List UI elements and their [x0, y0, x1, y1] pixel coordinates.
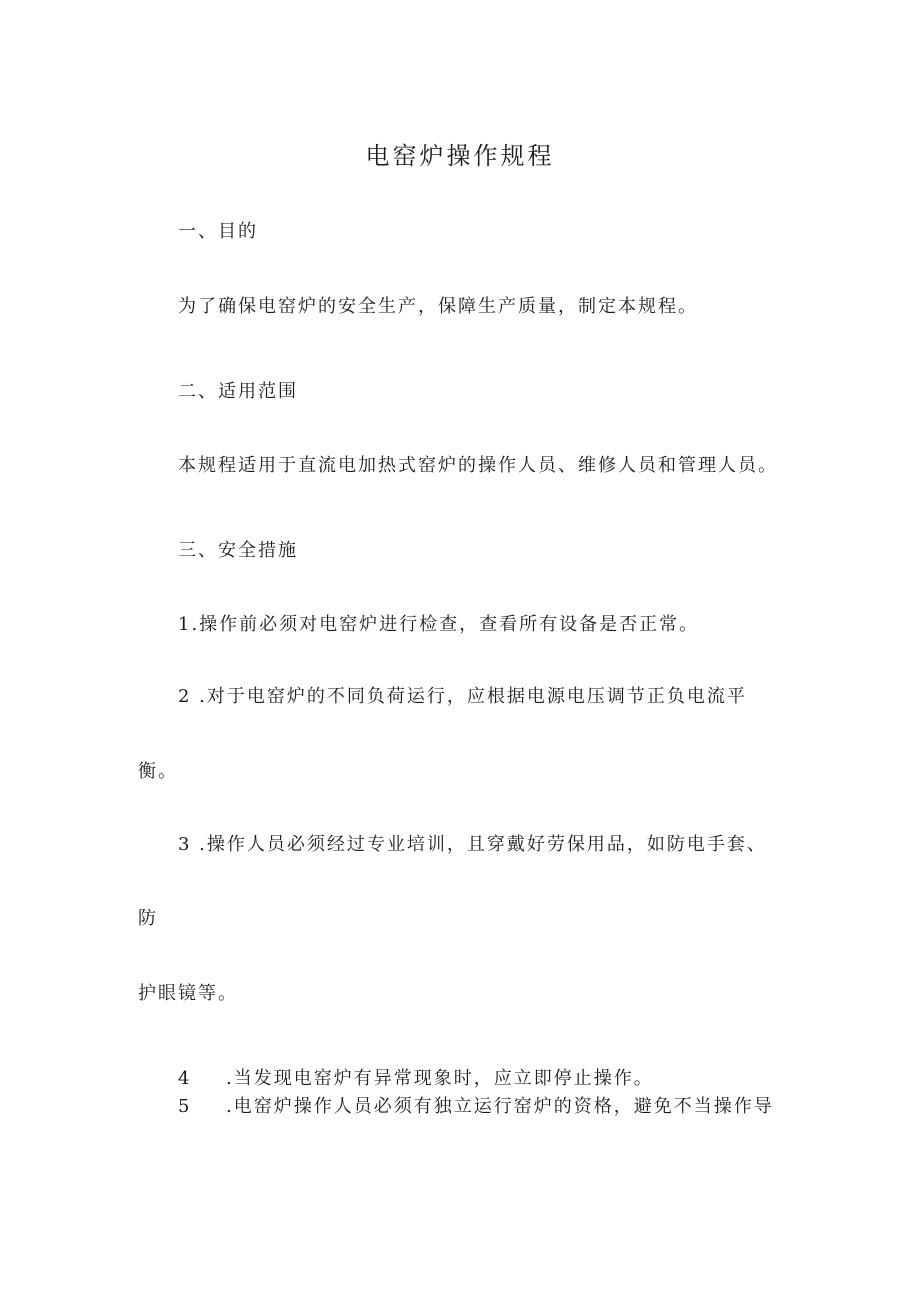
list-item	[178, 1096, 774, 1118]
list-item	[178, 614, 699, 636]
list-item	[178, 834, 767, 856]
list-item-number: 4	[178, 1068, 192, 1089]
list-item-text: .操作人员必须经过专业培训，且穿戴好劳保用品，如防电手套、	[191, 834, 767, 855]
section-heading-purpose: 一、目的	[178, 221, 258, 242]
section-body-purpose: 为了确保电窑炉的安全生产，保障生产质量，制定本规程。	[178, 296, 698, 317]
section-body-scope: 本规程适用于直流电加热式窑炉的操作人员、维修人员和管理人员。	[178, 455, 778, 476]
list-item-continuation: 护眼镜等。	[138, 983, 238, 1004]
list-item-text: .当发现电窑炉有异常现象时，应立即停止操作。	[226, 1068, 654, 1089]
section-heading-safety: 三、安全措施	[178, 540, 298, 561]
section-heading-scope: 二、适用范围	[178, 381, 298, 402]
list-item-continuation: 防	[138, 908, 158, 929]
list-item-text: .操作前必须对电窑炉进行检查，查看所有设备是否正常。	[191, 614, 700, 635]
list-item-text: .对于电窑炉的不同负荷运行，应根据电源电压调节正负电流平	[191, 686, 747, 707]
list-item-number: 2	[178, 686, 192, 707]
list-item-number: 1	[178, 614, 192, 635]
list-item	[178, 1068, 654, 1090]
list-item-text: .电窑炉操作人员必须有独立运行窑炉的资格，避免不当操作导	[226, 1096, 774, 1117]
list-item-number: 3	[178, 834, 192, 855]
page-title: 电窑炉操作规程	[365, 142, 555, 170]
list-item-continuation: 衡。	[138, 761, 178, 782]
list-item-number: 5	[178, 1096, 192, 1117]
list-item	[178, 686, 747, 708]
